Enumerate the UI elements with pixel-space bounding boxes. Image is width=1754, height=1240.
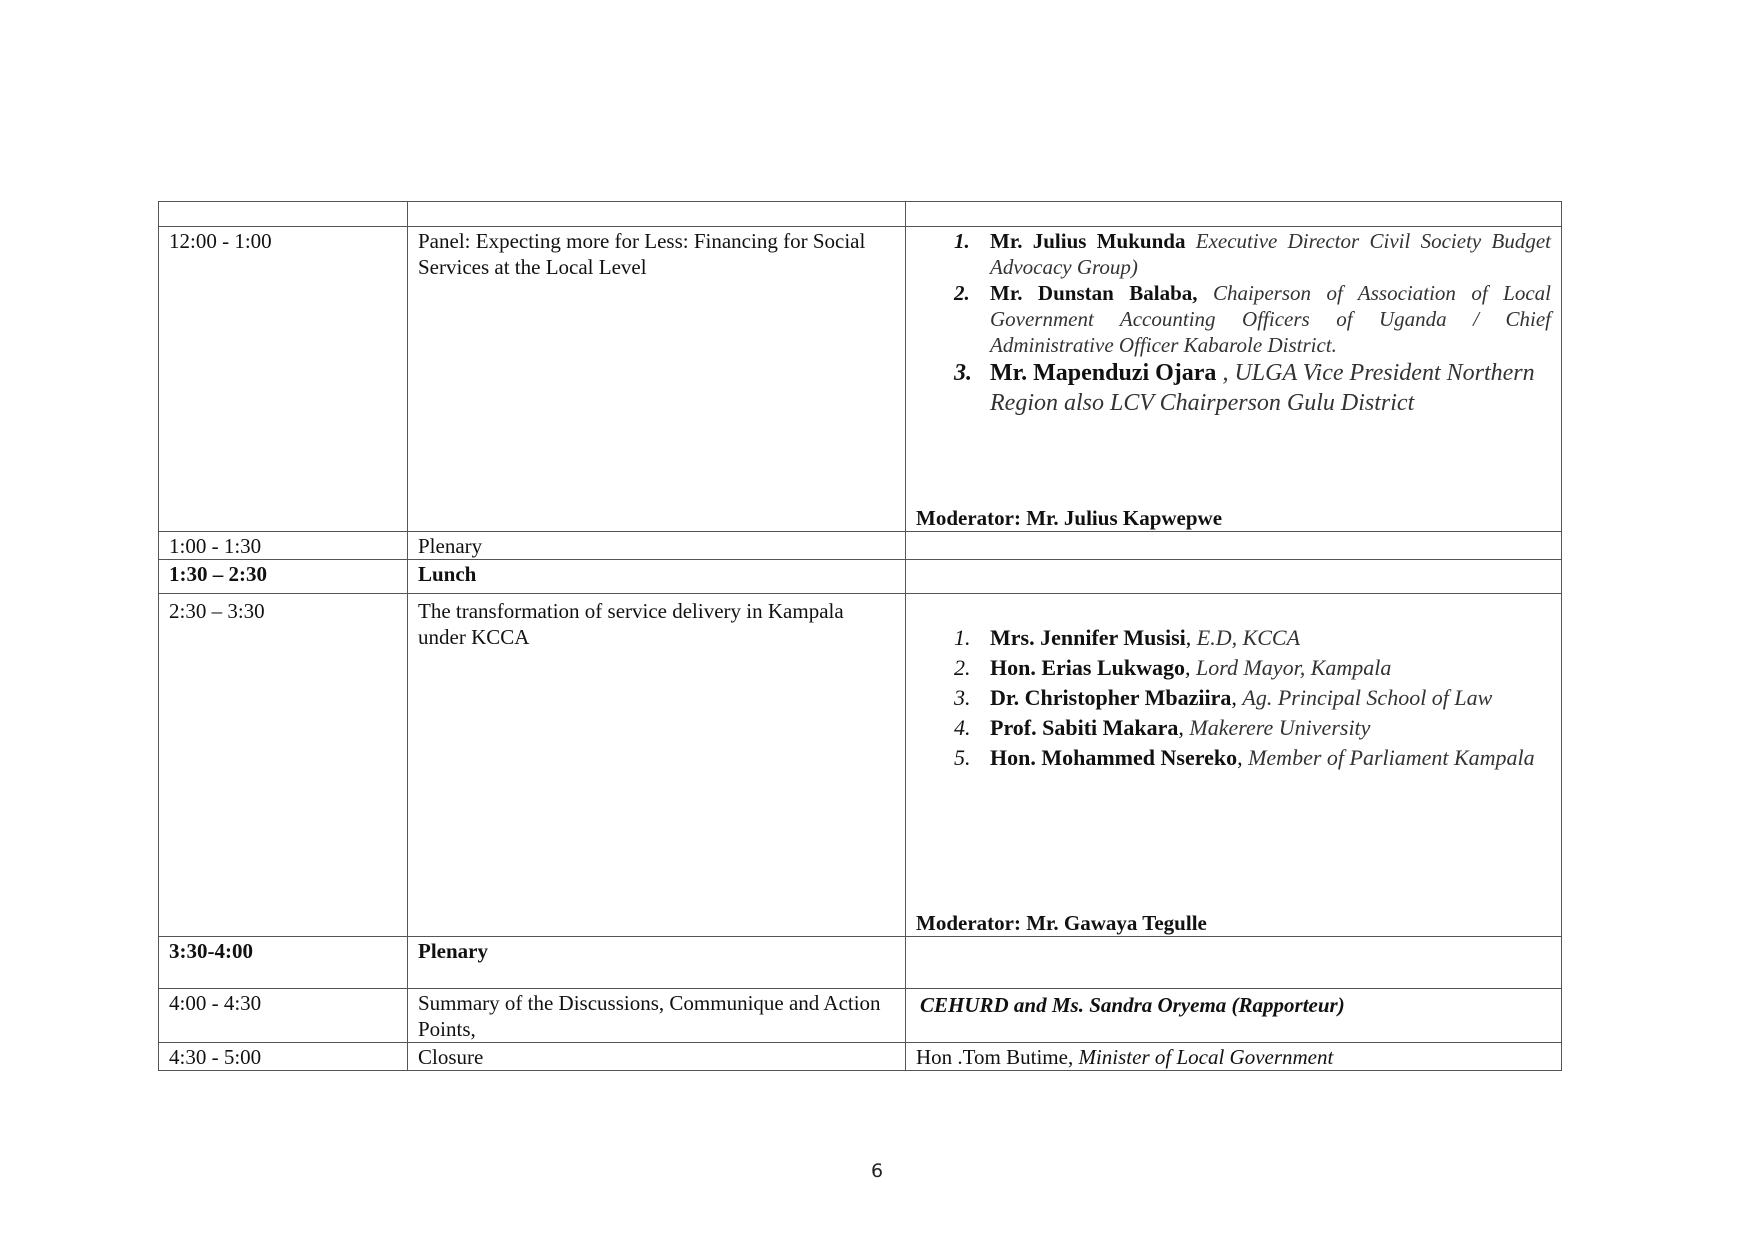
session-cell: The transformation of service delivery in Kampala under KCCA <box>408 594 906 937</box>
speaker-role: Ag. Principal School of Law <box>1242 685 1493 710</box>
speaker-item: 4. Prof. Sabiti Makara, Makerere University <box>916 713 1551 743</box>
session-cell: Plenary <box>408 937 906 989</box>
time-cell: 12:00 - 1:00 <box>159 227 408 532</box>
speaker-name: Mr. Dunstan Balaba, <box>990 281 1198 305</box>
speaker-name: Mrs. Jennifer Musisi <box>990 625 1186 650</box>
session-cell: Lunch <box>408 560 906 594</box>
speaker-number: 3. <box>954 685 971 710</box>
speaker-role: Member of Parliament Kampala <box>1248 745 1535 770</box>
speaker-name: Hon. Mohammed Nsereko <box>990 745 1238 770</box>
speaker-role: Lord Mayor, Kampala <box>1196 655 1392 680</box>
speakers-cell <box>906 227 1562 532</box>
speaker-role: Minister of Local Government <box>1078 1045 1334 1069</box>
moderator-label: Moderator: Mr. Julius Kapwepwe <box>916 506 1223 530</box>
speaker-number: 1. <box>954 625 971 650</box>
table-row <box>159 594 1562 937</box>
rapporteur-label: CEHURD and Ms. Sandra Oryema (Rapporteur) <box>920 993 1345 1017</box>
speaker-role: Executive Director Civil Society Budget Advocacy Group) <box>990 229 1551 279</box>
speaker-role: E.D, KCCA <box>1196 625 1301 650</box>
schedule-table <box>158 201 1562 1071</box>
time-cell <box>159 202 408 227</box>
speakers-cell <box>906 989 1562 1043</box>
time-cell: 4:30 - 5:00 <box>159 1043 408 1071</box>
speaker-name: Mr. Julius Mukunda <box>990 229 1186 253</box>
session-cell <box>408 202 906 227</box>
session-cell: Closure <box>408 1043 906 1071</box>
session-cell: Plenary <box>408 532 906 560</box>
speakers-cell <box>906 532 1562 560</box>
speaker-number: 2. <box>954 655 971 680</box>
time-cell: 1:30 – 2:30 <box>159 560 408 594</box>
moderator-label: Moderator: Mr. Gawaya Tegulle <box>916 911 1207 935</box>
speaker-role: , ULGA Vice President Northern Region also LCV Chairperson Gulu District <box>990 360 1535 416</box>
speaker-item: 2. Hon. Erias Lukwago, Lord Mayor, Kampala <box>916 653 1551 683</box>
page-number: 6 <box>870 1160 884 1182</box>
table-row <box>159 989 1562 1043</box>
speaker-name: Hon. Erias Lukwago <box>990 655 1185 680</box>
speaker-number: 2. <box>954 281 970 305</box>
speaker-number: 5. <box>954 745 971 770</box>
speaker-list <box>916 228 1551 418</box>
speaker-number: 4. <box>954 715 971 740</box>
speaker-item <box>916 280 1551 358</box>
table-row <box>159 1043 1562 1071</box>
speaker-item <box>916 228 1551 280</box>
speaker-number: 3. <box>954 360 972 386</box>
session-cell: Panel: Expecting more for Less: Financing for Social Services at the Local Level <box>408 227 906 532</box>
time-cell: 4:00 - 4:30 <box>159 989 408 1043</box>
table-row <box>159 227 1562 532</box>
table-row <box>159 560 1562 594</box>
speaker-name: Prof. Sabiti Makara <box>990 715 1179 740</box>
speakers-cell <box>906 937 1562 989</box>
speaker-name: Mr. Mapenduzi Ojara <box>990 360 1217 386</box>
speaker-item: 1. Mrs. Jennifer Musisi, E.D, KCCA <box>916 623 1551 653</box>
speaker-name: Hon .Tom Butime, <box>916 1045 1079 1069</box>
speaker-role: Makerere University <box>1189 715 1371 740</box>
table-row <box>159 532 1562 560</box>
time-cell: 3:30-4:00 <box>159 937 408 989</box>
speaker-number: 1. <box>954 229 970 253</box>
speaker-role: Chaiperson of Association of Local Government Accounting Officers of Uganda / Chief Administrative Officer Kabarole District. <box>990 281 1551 357</box>
speakers-cell <box>906 594 1562 937</box>
time-cell: 1:00 - 1:30 <box>159 532 408 560</box>
table-row-empty <box>159 202 1562 227</box>
speaker-item <box>916 358 1551 418</box>
speaker-list <box>916 595 1551 773</box>
speakers-cell <box>906 560 1562 594</box>
speaker-name: Dr. Christopher Mbaziira <box>990 685 1232 710</box>
speaker-item: 3. Dr. Christopher Mbaziira, Ag. Principal School of Law <box>916 683 1551 713</box>
speaker-item: 5. Hon. Mohammed Nsereko, Member of Parliament Kampala <box>916 743 1551 773</box>
speakers-cell <box>906 1043 1562 1071</box>
table-row <box>159 937 1562 989</box>
session-cell: Summary of the Discussions, Communique and Action Points, <box>408 989 906 1043</box>
time-cell: 2:30 – 3:30 <box>159 594 408 937</box>
speakers-cell <box>906 202 1562 227</box>
